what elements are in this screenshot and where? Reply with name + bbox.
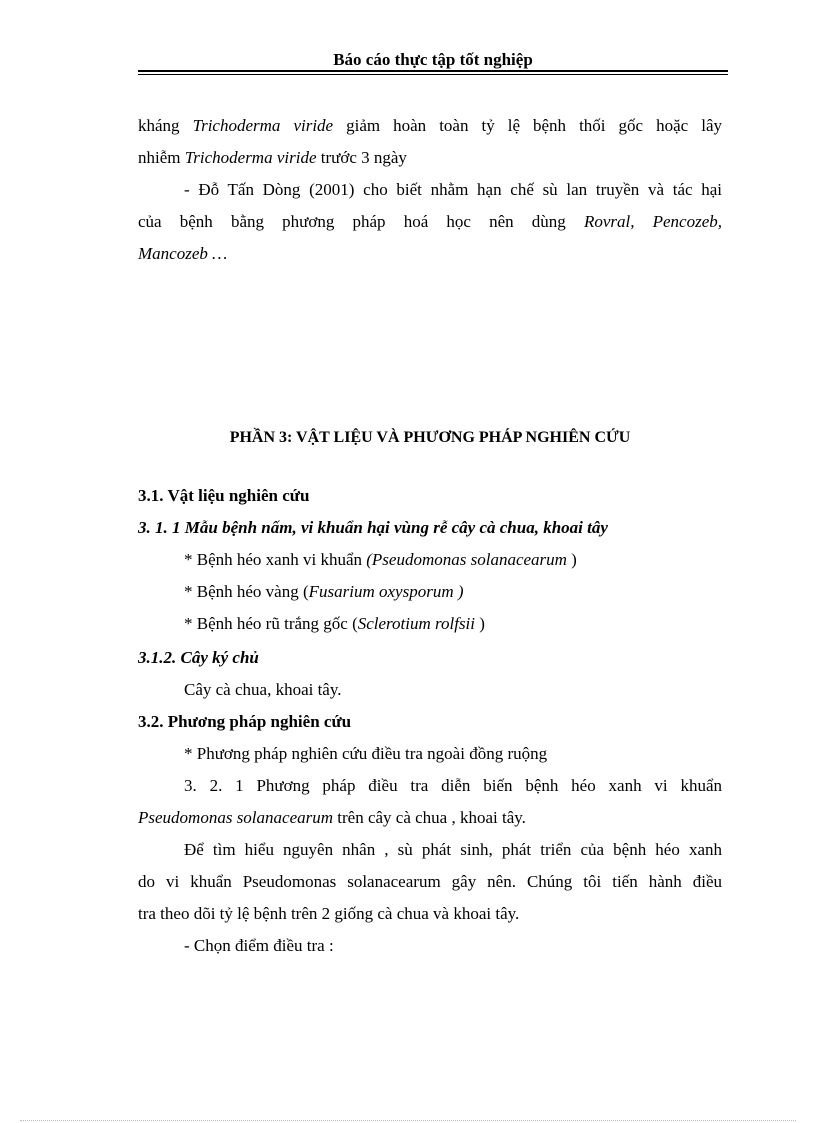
method-3-2-1-line2: Pseudomonas solanacearum trên cây cà chua , khoai tây.: [138, 808, 526, 827]
para1-line1: kháng Trichoderma viride giảm hoàn toàn tỷ lệ bệnh thối gốc hoặc lây: [138, 116, 722, 135]
method-item-1: * Phương pháp nghiên cứu điều tra ngoài đồng ruộng: [184, 744, 548, 763]
heading-3-1-2: 3.1.2. Cây ký chủ: [138, 648, 259, 667]
para-investigation-line2: do vi khuẩn Pseudomonas solanacearum gây nên. Chúng tôi tiến hành điều: [138, 872, 722, 891]
section-title: PHẦN 3: VẬT LIỆU VÀ PHƯƠNG PHÁP NGHIÊN CỨU: [229, 429, 631, 446]
heading-3-2: 3.2. Phương pháp nghiên cứu: [138, 712, 352, 731]
page-header-title: Báo cáo thực tập tốt nghiệp: [333, 50, 533, 69]
method-3-2-1-line1: 3. 2. 1 Phương pháp điều tra diễn biến bệnh héo xanh vi khuẩn: [184, 776, 722, 795]
page-bottom-border: [20, 1120, 796, 1121]
list-item-1: * Bệnh héo xanh vi khuẩn (Pseudomonas solanacearum ): [184, 550, 577, 569]
para2-line2: của bệnh bằng phương pháp hoá học nên dùng Rovral, Pencozeb,: [138, 212, 722, 231]
para-investigation-line1: Để tìm hiểu nguyên nhân , sù phát sinh, phát triển của bệnh héo xanh: [184, 840, 722, 859]
host-plants-text: Cây cà chua, khoai tây.: [184, 680, 342, 699]
header-rule-thick: [138, 70, 728, 72]
heading-3-1: 3.1. Vật liệu nghiên cứu: [138, 486, 310, 505]
list-item-3: * Bệnh héo rũ trắng gốc (Sclerotium rolfsii ): [184, 614, 485, 633]
list-item-2: * Bệnh héo vàng (Fusarium oxysporum ): [184, 582, 464, 601]
method-item-2: - Chọn điểm điều tra :: [184, 936, 334, 955]
heading-3-1-1: 3. 1. 1 Mẫu bệnh nấm, vi khuẩn hại vùng rễ cây cà chua, khoai tây: [138, 518, 608, 537]
para2-line3: Mancozeb …: [138, 244, 228, 263]
para2-line1: - Đỗ Tấn Dòng (2001) cho biết nhằm hạn chế sù lan truyền và tác hại: [184, 180, 722, 199]
header-rule-thin: [138, 74, 728, 75]
para-investigation-line3: tra theo dõi tỷ lệ bệnh trên 2 giống cà chua và khoai tây.: [138, 904, 520, 923]
para1-line2: nhiễm Trichoderma viride trước 3 ngày: [138, 148, 407, 167]
